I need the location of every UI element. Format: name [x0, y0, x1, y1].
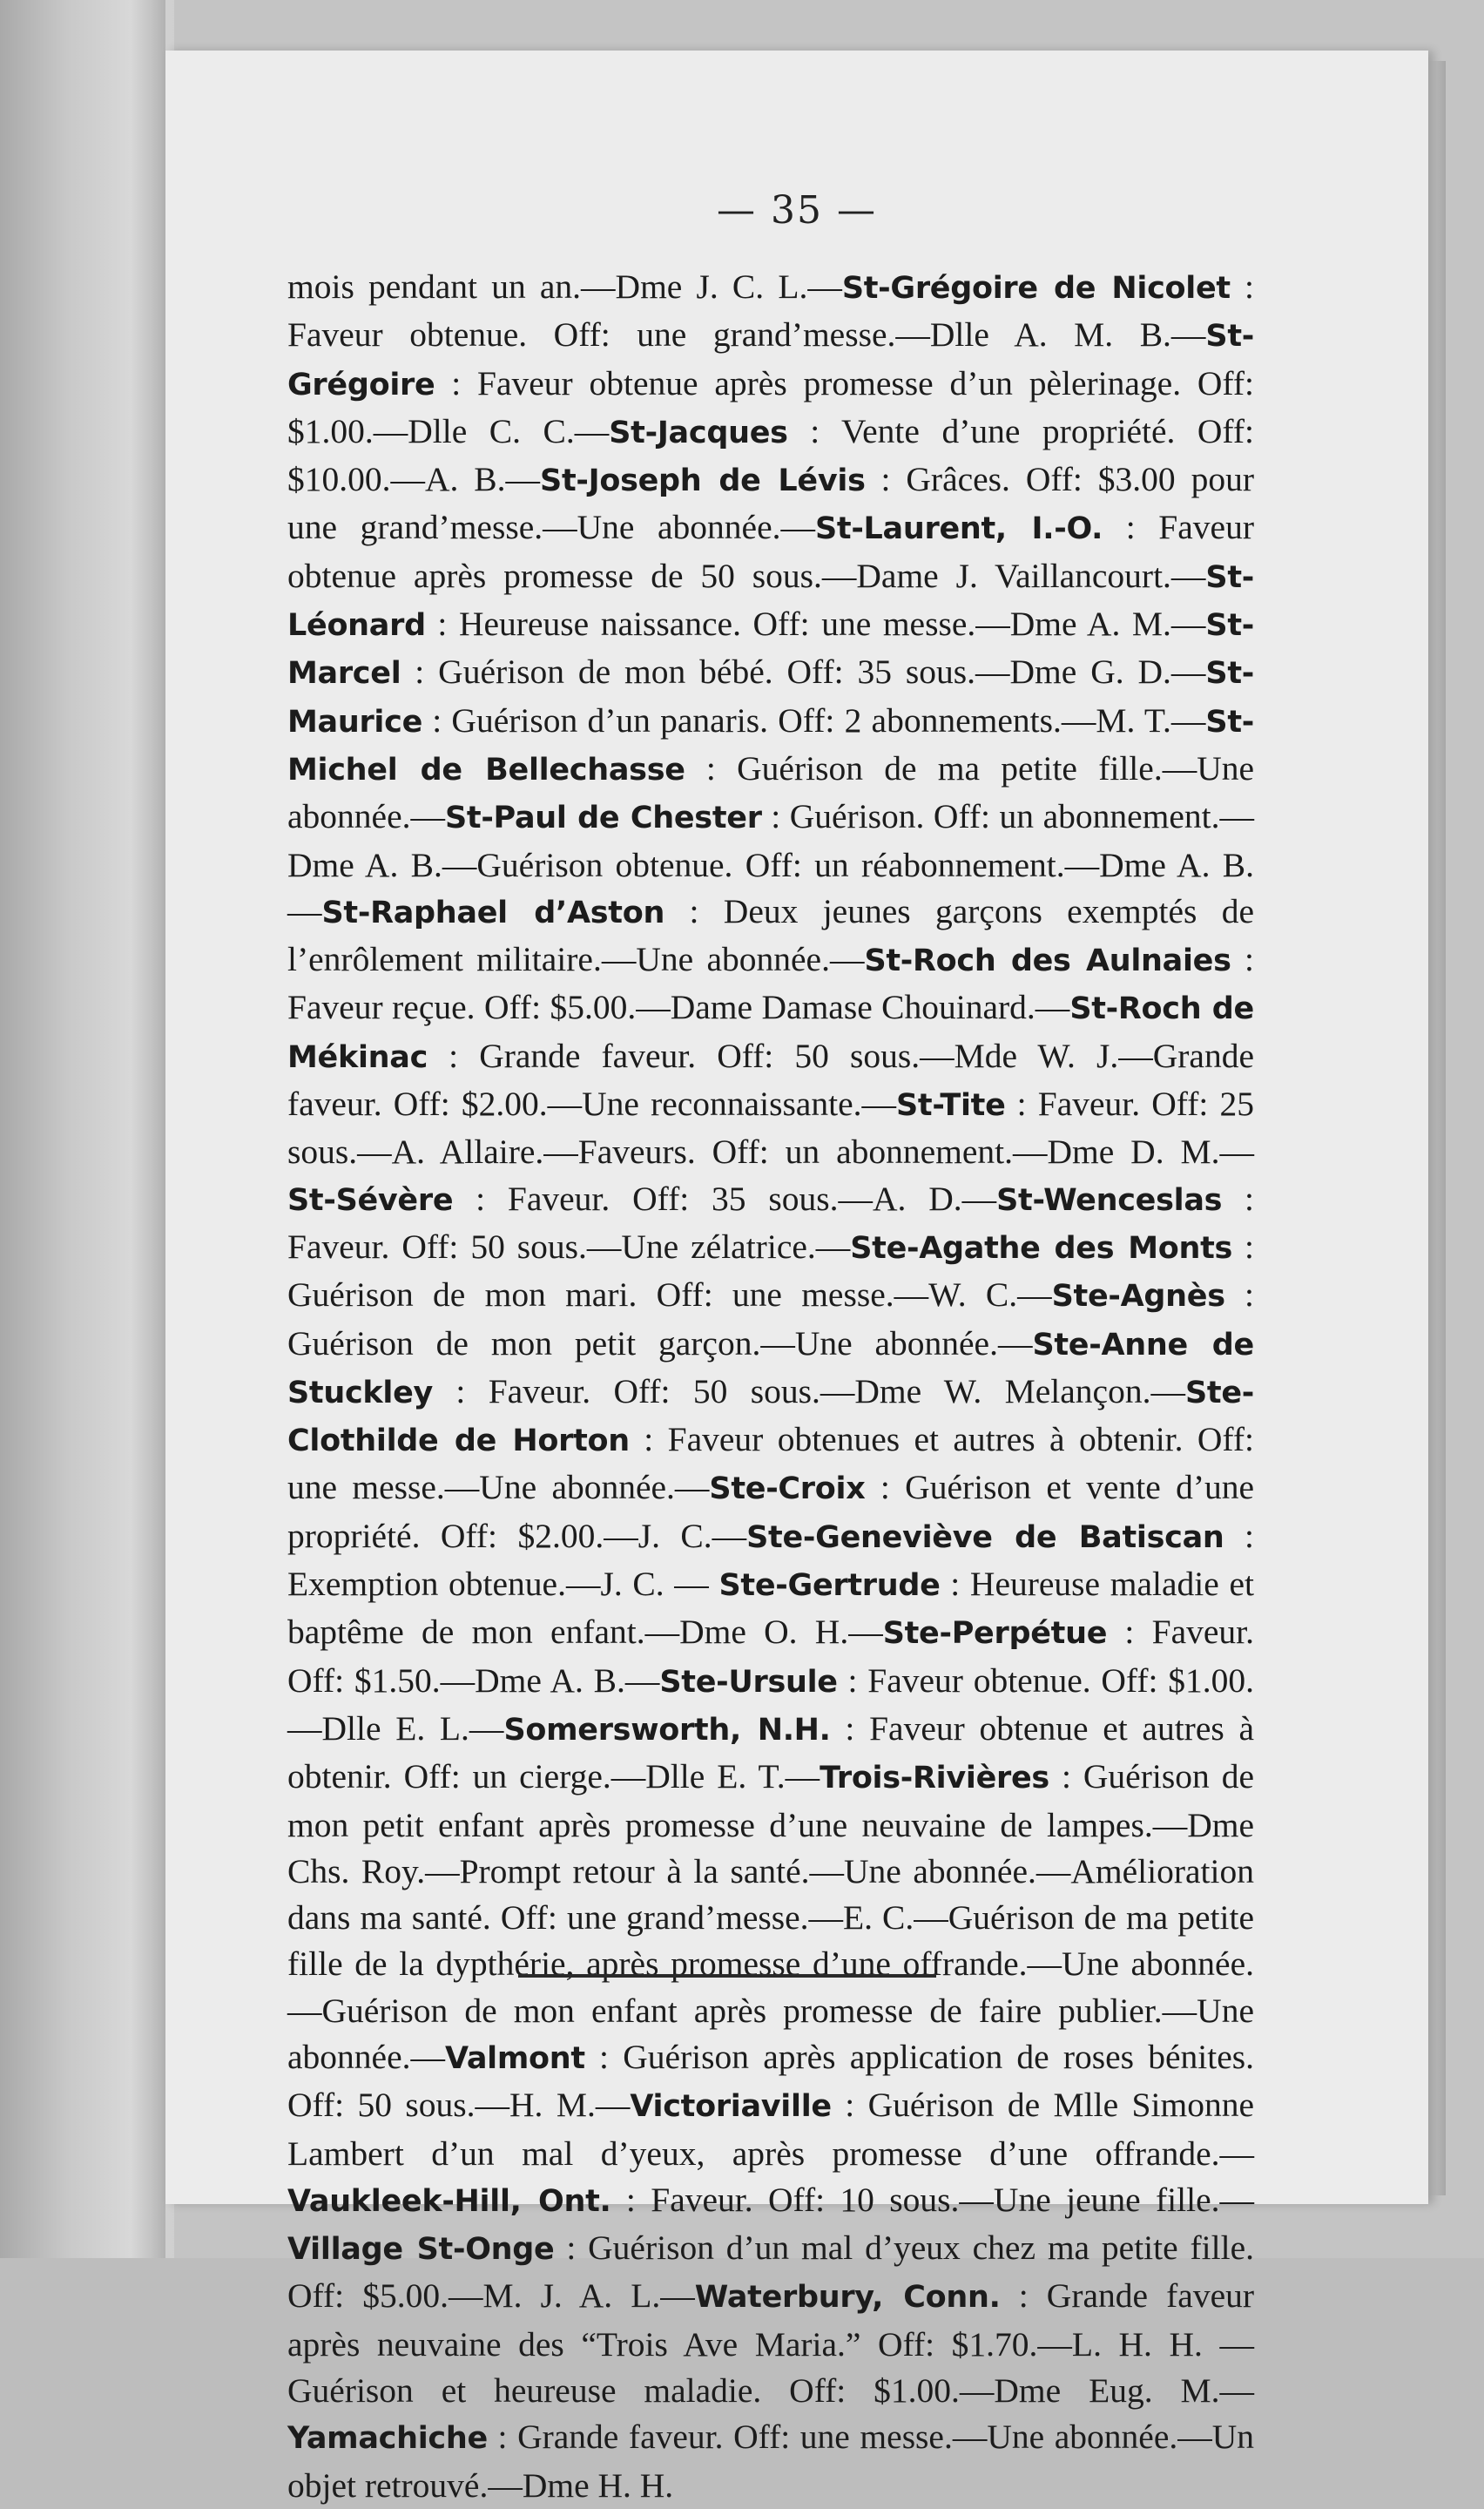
entry-text: : Faveur obtenue. Off: une grand’messe.—Dlle A. M. B.—	[287, 267, 1254, 355]
entry-text: : Guérison de mon bébé. Off: 35 sous.—Dme G. D.—	[401, 653, 1206, 692]
entry-text: : Grande faveur. Off: 50 sous.—Mde W. J.—Grande faveur. Off: $2.00.—Une reconnaissante.—	[287, 1036, 1254, 1124]
place-name: St-Roch des Aulnaies	[864, 943, 1231, 979]
place-name: St-Laurent, I.-O.	[814, 511, 1103, 547]
place-name: Ste-Anne de Stuckley	[287, 1327, 1254, 1410]
entry-text: : Faveur. Off: 25 sous.—A. Allaire.—Faveurs. Off: un abonnement.—Dme D. M.—	[287, 1085, 1254, 1172]
entry-text: : Grande faveur. Off: une messe.—Une abonnée.—Un objet retrouvé.—Dme H. H.	[287, 2418, 1254, 2505]
place-name: St-Paul de Chester	[444, 801, 762, 836]
entry-text: : Exemption obtenue.—J. C. —	[287, 1516, 1254, 1604]
place-name: St-Roch de Mékinac	[287, 991, 1254, 1075]
body-text	[287, 264, 1254, 2509]
place-name: St-Michel de Bellechasse	[287, 704, 1254, 788]
entry-text: mois pendant un an.—Dme J. C. L.—	[287, 267, 842, 306]
entry-text: : Guérison de mon petit enfant après promesse d’une neuvaine de lampes.—Dme Chs. Roy.—Prompt retour à la santé.—Une abonnée.—Amélioration dans ma santé. Off: une grand’messe.—E. C.—Guérison de ma petite fille de la dypthérie, après promesse d’une offrande.—Une abonnée.—Guérison de mon enfant après promesse de faire publier.—Une abonnée.—	[287, 1757, 1254, 2076]
place-name: Victoriaville	[630, 2089, 832, 2125]
place-name: Ste-Perpétue	[882, 1616, 1108, 1652]
place-name: Yamachiche	[287, 2421, 488, 2457]
entry-text: : Grande faveur après neuvaine des “Trois Ave Maria.” Off: $1.70.—L. H. H. —Guérison et heureuse maladie. Off: $1.00.—Dme Eug. M.—	[287, 2276, 1255, 2411]
place-name: Ste-Clothilde de Horton	[287, 1375, 1254, 1459]
place-name: Ste-Agathe des Monts	[850, 1230, 1233, 1266]
place-name: Trois-Rivières	[820, 1761, 1049, 1796]
entry-text: : Vente d’une propriété. Off: $10.00.—A. B.—	[287, 411, 1254, 499]
place-name: Ste-Croix	[709, 1471, 866, 1507]
place-name: St-Sévère	[287, 1182, 454, 1218]
place-name: St-Grégoire de Nicolet	[841, 271, 1231, 306]
place-name: Ste-Agnès	[1051, 1279, 1225, 1315]
entry-text: : Heureuse maladie et baptême de mon enfant.—Dme O. H.—	[287, 1565, 1254, 1652]
place-name: St-Wenceslas	[996, 1182, 1223, 1218]
entry-text: : Guérison. Off: un abonnement.—Dme A. B.—Guérison obtenue. Off: un réabonnement.—Dme A. B.—	[287, 797, 1254, 930]
entry-text: : Guérison après application de roses bénites. Off: 50 sous.—H. M.—	[287, 2037, 1254, 2125]
entry-text: : Deux jeunes garçons exemptés de l’enrôlement militaire.—Une abonnée.—	[287, 891, 1254, 979]
place-name: Somersworth, N.H.	[503, 1712, 831, 1748]
entry-text: : Faveur obtenue. Off: $1.00.—Dlle E. L.—	[287, 1660, 1254, 1748]
entry-text: : Guérison d’un panaris. Off: 2 abonnements.—M. T.—	[422, 700, 1206, 740]
entry-text: : Heureuse naissance. Off: une messe.—Dme A. M.—	[425, 605, 1206, 644]
place-name: St-Maurice	[287, 656, 1254, 740]
book-page	[165, 51, 1428, 2505]
entry-text: : Guérison et vente d’une propriété. Off: $2.00.—J. C.—	[287, 1468, 1255, 1555]
place-name: St-Jacques	[609, 415, 788, 450]
entry-text: : Faveur obtenue et autres à obtenir. Off: un cierge.—Dlle E. T.—	[287, 1708, 1254, 1796]
place-name: St-Marcel	[287, 608, 1254, 692]
place-name: St-Raphael d’Aston	[321, 895, 665, 930]
place-name: Ste-Gertrude	[718, 1568, 941, 1604]
place-name: Valmont	[444, 2040, 585, 2076]
place-name: Ste-Geneviève de Batiscan	[746, 1519, 1224, 1555]
place-name: Ste-Ursule	[659, 1664, 838, 1700]
entry-text: : Guérison d’un mal d’yeux chez ma petite fille. Off: $5.00.—M. J. A. L.—	[287, 2228, 1254, 2316]
entry-text: : Faveur. Off: 50 sous.—Une zélatrice.—	[287, 1179, 1254, 1266]
page-number: — 35 —	[717, 188, 877, 233]
place-name: Waterbury, Conn.	[694, 2280, 1001, 2316]
entry-text: : Faveur. Off: 50 sous.—Dme W. Melançon.—	[433, 1371, 1185, 1410]
place-name: St-Grégoire	[287, 319, 1254, 402]
end-rule	[518, 1974, 936, 1978]
entry-text: : Faveur. Off: 35 sous.—A. D.—	[453, 1179, 997, 1218]
place-name: St-Joseph de Lévis	[540, 463, 866, 499]
entry-text: : Guérison de Mlle Simonne Lambert d’un mal d’yeux, après promesse d’une offrande.—	[287, 2086, 1254, 2173]
place-name: St-Tite	[895, 1088, 1006, 1124]
entry-text: : Faveur reçue. Off: $5.00.—Dame Damase Chouinard.—	[287, 940, 1254, 1027]
entry-text: : Faveur. Off: 10 sous.—Une jeune fille.—	[610, 2180, 1254, 2219]
place-name: Village St-Onge	[287, 2232, 555, 2268]
entry-text: : Guérison de ma petite fille.—Une abonnée.—	[287, 748, 1254, 836]
binding-shadow	[131, 0, 165, 2258]
place-name: St-Léonard	[287, 559, 1254, 644]
entry-text: : Faveur obtenues et autres à obtenir. Off: une messe.—Une abonnée.—	[287, 1420, 1254, 1507]
entry-text: : Faveur obtenue après promesse d’un pèlerinage. Off: $1.00.—Dlle C. C.—	[287, 363, 1254, 450]
entry-text: : Guérison de mon petit garçon.—Une abonnée.—	[287, 1275, 1254, 1363]
entry-text: : Grâces. Off: $3.00 pour une grand’messe.—Une abonnée.—	[287, 460, 1254, 547]
place-name: Vaukleek-Hill, Ont.	[287, 2183, 611, 2219]
entry-text: : Faveur obtenue après promesse de 50 sous.—Dame J. Vaillancourt.—	[287, 508, 1254, 595]
entry-text: : Guérison de mon mari. Off: une messe.—W. C.—	[287, 1227, 1255, 1315]
entry-text: : Faveur. Off: $1.50.—Dme A. B.—	[287, 1613, 1254, 1700]
